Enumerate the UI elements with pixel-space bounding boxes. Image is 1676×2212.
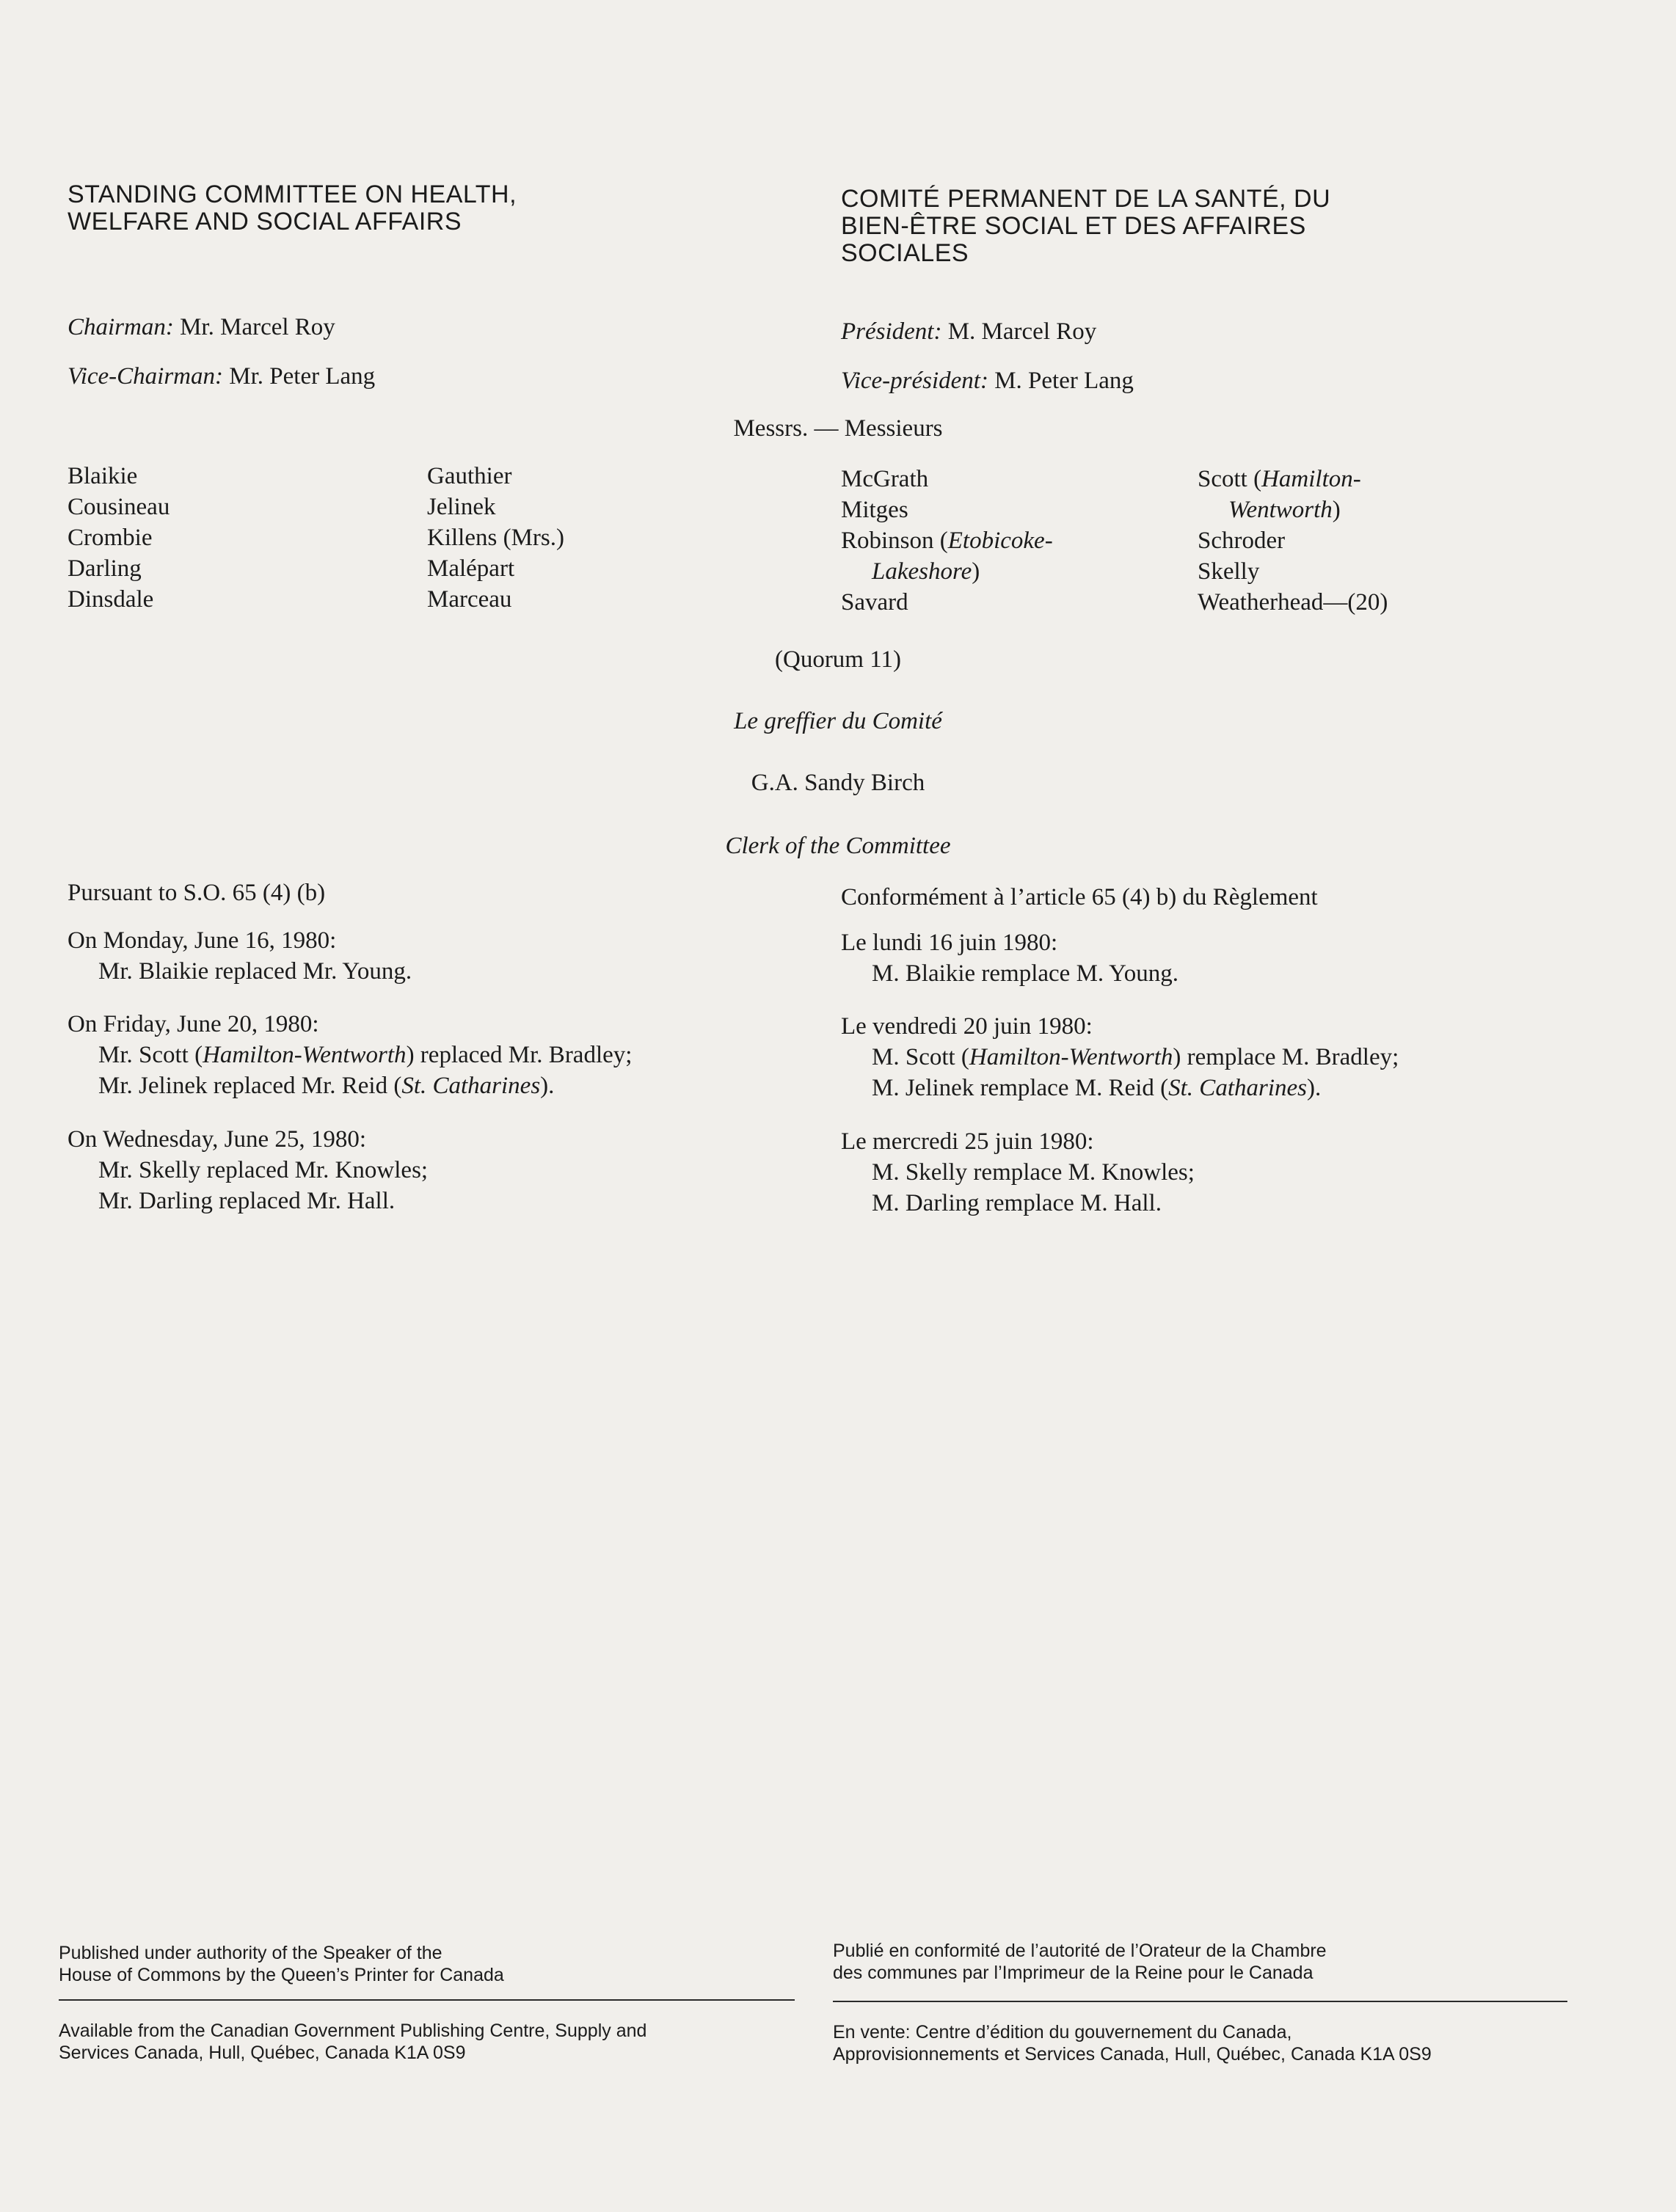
available-en (59, 2020, 646, 2064)
footer-divider-left (59, 1999, 795, 2001)
vice-chairman-label: Vice-Chairman: (68, 363, 224, 390)
members-column-2 (427, 461, 564, 615)
chairman-en (68, 312, 335, 343)
change-line (841, 1042, 1399, 1073)
footer-line: Available from the Canadian Government Publishing Centre, Supply and (59, 2021, 647, 2041)
member-name: Jelinek (427, 494, 496, 520)
vice-chairman-en (68, 361, 375, 392)
change-line: M. Skelly remplace M. Knowles; (872, 1159, 1195, 1186)
footer-line: House of Commons by the Queen’s Printer for Canada (59, 1965, 504, 1985)
member-name: Killens (Mrs.) (427, 525, 564, 551)
footer-divider-right (833, 2001, 1567, 2002)
member-name: Skelly (1198, 558, 1260, 585)
vice-chairman-fr (841, 365, 1134, 396)
title-line: STANDING COMMITTEE ON HEALTH, (68, 180, 517, 208)
change-line (841, 1073, 1399, 1103)
change-line (68, 1040, 632, 1070)
member-name (1198, 464, 1388, 494)
chairman-label: Chairman: (68, 314, 174, 340)
change-line: Mr. Blaikie replaced Mr. Young. (98, 958, 412, 985)
member-riding-cont (1198, 494, 1388, 525)
member-riding-cont (841, 556, 1053, 587)
change-block-en-1 (68, 925, 412, 987)
title-line: BIEN-ÊTRE SOCIAL ET DES AFFAIRES (841, 212, 1306, 240)
member-name: Savard (841, 589, 908, 616)
available-fr (833, 2021, 1432, 2065)
member-name: Schroder (1198, 528, 1286, 554)
paren: ) (1332, 497, 1341, 523)
member-name: Cousineau (68, 494, 170, 520)
clerk-label-en: Clerk of the Committee (725, 833, 951, 859)
text: Mr. Jelinek replaced Mr. Reid ( (98, 1073, 402, 1099)
chairman-fr (841, 316, 1096, 347)
riding: St. Catharines (1168, 1075, 1307, 1101)
member-riding: Hamilton- (1261, 466, 1361, 492)
member-riding: Lakeshore (872, 558, 972, 585)
member-name: Crombie (68, 525, 153, 551)
member-riding: Etobicoke- (947, 528, 1053, 554)
title-line: COMITÉ PERMANENT DE LA SANTÉ, DU (841, 185, 1331, 213)
members-heading: Messrs. — Messieurs (733, 415, 943, 442)
member-name: McGrath (841, 466, 929, 492)
members-column-4 (1198, 464, 1388, 618)
vice-president-label: Vice-président: (841, 368, 988, 394)
chairman-name: Mr. Marcel Roy (180, 314, 335, 340)
change-date: On Wednesday, June 25, 1980: (68, 1126, 367, 1153)
member-name: Mitges (841, 497, 908, 523)
riding: St. Catharines (401, 1073, 541, 1099)
member-surname: Scott ( (1198, 466, 1262, 492)
quorum: (Quorum 11) (775, 646, 901, 673)
change-line: Mr. Skelly replaced Mr. Knowles; (98, 1157, 429, 1183)
member-riding: Wentworth (1228, 497, 1333, 523)
change-block-fr-3 (841, 1126, 1195, 1219)
clerk-label-fr: Le greffier du Comité (734, 708, 942, 734)
members-column-3 (841, 464, 1053, 618)
president-name: M. Marcel Roy (947, 318, 1097, 345)
published-fr (833, 1940, 1327, 1984)
change-date: Le vendredi 20 juin 1980: (841, 1013, 1093, 1040)
change-line: M. Blaikie remplace M. Young. (872, 960, 1178, 987)
text: Mr. Scott ( (98, 1042, 203, 1068)
member-name: Marceau (427, 586, 512, 613)
president-label: Président: (841, 318, 942, 345)
change-block-fr-1 (841, 927, 1178, 989)
riding: Hamilton-Wentworth (969, 1044, 1173, 1070)
text: ) replaced Mr. Bradley; (406, 1042, 633, 1068)
member-name: Darling (68, 555, 142, 582)
change-date: On Friday, June 20, 1980: (68, 1011, 319, 1037)
member-name: Weatherhead—(20) (1198, 589, 1388, 616)
change-date: Le lundi 16 juin 1980: (841, 930, 1058, 956)
text: M. Scott ( (872, 1044, 969, 1070)
paren: ) (972, 558, 980, 585)
footer-line: Approvisionnements et Services Canada, Hull, Québec, Canada K1A 0S9 (833, 2044, 1432, 2065)
title-line: WELFARE AND SOCIAL AFFAIRS (68, 208, 462, 236)
published-en (59, 1942, 504, 1986)
text: M. Jelinek remplace M. Reid ( (872, 1075, 1169, 1101)
pursuant-fr: Conformément à l’article 65 (4) b) du Règlement (841, 884, 1318, 910)
change-block-en-3 (68, 1124, 428, 1216)
title-line: SOCIALES (841, 239, 969, 267)
clerk-name: G.A. Sandy Birch (751, 770, 925, 796)
footer-line: Services Canada, Hull, Québec, Canada K1A 0S9 (59, 2043, 466, 2063)
member-name: Dinsdale (68, 586, 154, 613)
member-name: Blaikie (68, 463, 138, 489)
footer-line: des communes par l’Imprimeur de la Reine pour le Canada (833, 1963, 1314, 1983)
change-line: Mr. Darling replaced Mr. Hall. (98, 1188, 396, 1214)
member-name: Gauthier (427, 463, 512, 489)
change-block-en-2 (68, 1009, 632, 1101)
member-name (841, 525, 1053, 556)
vice-president-name: M. Peter Lang (994, 368, 1134, 394)
change-line (68, 1070, 632, 1101)
text: ). (1307, 1075, 1322, 1101)
change-block-fr-2 (841, 1011, 1399, 1103)
footer-line: Published under authority of the Speaker of the (59, 1943, 442, 1963)
change-date: Le mercredi 25 juin 1980: (841, 1128, 1094, 1155)
footer-line: Publié en conformité de l’autorité de l’Orateur de la Chambre (833, 1941, 1327, 1961)
members-column-1 (68, 461, 170, 615)
text: ). (540, 1073, 555, 1099)
change-line: M. Darling remplace M. Hall. (872, 1190, 1162, 1216)
footer-line: En vente: Centre d’édition du gouvernement du Canada, (833, 2022, 1292, 2043)
committee-title-en (68, 181, 517, 236)
change-date: On Monday, June 16, 1980: (68, 927, 337, 954)
riding: Hamilton-Wentworth (203, 1042, 407, 1068)
pursuant-en: Pursuant to S.O. 65 (4) (b) (68, 880, 326, 906)
vice-chairman-name: Mr. Peter Lang (229, 363, 376, 390)
committee-title-fr (841, 186, 1330, 267)
text: ) remplace M. Bradley; (1173, 1044, 1399, 1070)
member-name: Malépart (427, 555, 515, 582)
member-surname: Robinson ( (841, 528, 948, 554)
